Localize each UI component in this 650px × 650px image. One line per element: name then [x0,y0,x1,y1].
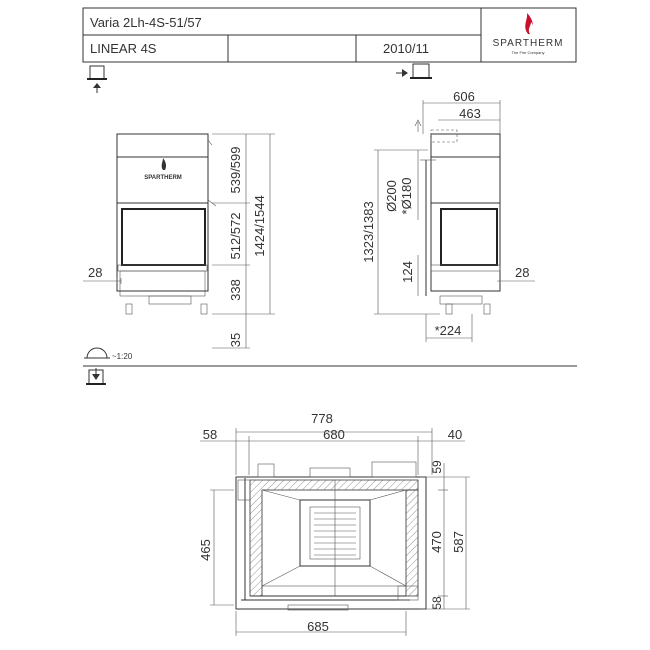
front-dim-total: 1424/1544 [252,195,267,257]
variant-name: LINEAR 4S [90,41,157,56]
title-block [83,8,576,62]
front-dim-upper: 539/599 [228,146,243,194]
front-view-symbol [87,66,107,93]
side-dim-width: 606 [453,89,475,104]
side-view [361,89,535,342]
side-dim-flue-inner: *Ø180 [399,177,414,215]
front-dim-base: 338 [228,279,243,301]
plan-dim-right: 40 [447,427,463,442]
plan-dim-bottom: 685 [307,619,329,634]
side-dim-flue-outer: Ø200 [384,180,399,212]
drawing-date: 2010/11 [383,41,430,56]
scale-label: ~1:20 [112,352,133,361]
brand-tagline: The Fire Company [511,50,545,55]
model-name: Varia 2Lh-4S-51/57 [90,15,202,30]
side-dim-bottom: *224 [434,323,462,338]
side-dim-right: 28 [515,265,530,280]
flame-icon [162,158,166,170]
front-logo-text: SPARTHERM [144,175,182,181]
front-dim-foot: 35 [228,332,243,348]
front-view [83,134,275,348]
side-view-symbol [396,64,432,78]
plan-dim-left: 58 [202,427,218,442]
front-dim-left: 28 [88,265,103,280]
brand-logo [493,13,564,55]
plan-view [198,411,470,636]
plan-dim-r3: 587 [451,531,466,553]
plan-dim-left-depth: 465 [198,539,213,561]
plan-dim-r2: 470 [429,531,444,553]
brand-name: SPARTHERM [492,38,564,49]
plan-dim-r4: 58 [430,596,444,610]
scale-symbol [83,348,577,384]
plan-dim-total: 778 [311,411,333,426]
front-dim-opening: 512/572 [228,212,243,260]
side-dim-height: 1323/1383 [361,201,376,263]
plan-dim-r1: 59 [430,460,444,474]
side-dim-inner: 463 [459,106,481,121]
plan-dim-mid: 680 [323,427,345,442]
side-dim-low: 124 [400,261,415,283]
